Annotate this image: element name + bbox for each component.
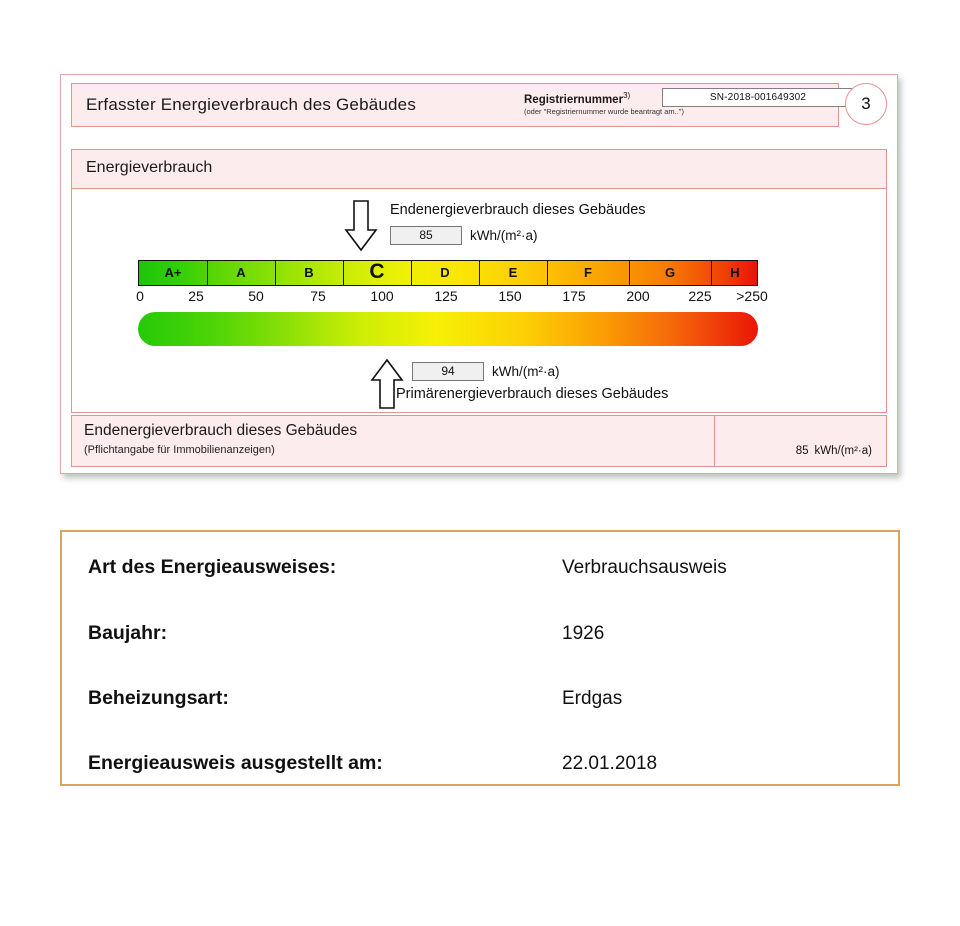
section-title: Energieverbrauch	[86, 159, 213, 176]
band-separator	[629, 261, 630, 285]
energy-scale	[136, 260, 768, 356]
scale-tick: >250	[736, 288, 768, 304]
primary-energy-value: 94	[412, 362, 484, 381]
final-energy-unit: kWh/(m²·a)	[470, 228, 538, 243]
info-label: Energieausweis ausgestellt am:	[88, 752, 383, 774]
registration-number-note: (oder "Registriernummer wurde beantragt am..")	[524, 107, 684, 116]
scale-tick: 125	[434, 288, 458, 304]
info-row	[88, 556, 878, 586]
final-energy-value: 85	[390, 226, 462, 245]
info-row	[88, 687, 878, 717]
footer-title: Endenergieverbrauch dieses Gebäudes	[84, 422, 358, 439]
info-value: 1926	[562, 623, 605, 644]
registration-footnote-marker: 3)	[623, 91, 631, 100]
energy-class-label: B	[304, 265, 314, 280]
registration-number-field	[662, 88, 852, 107]
info-value: 22.01.2018	[562, 753, 658, 774]
primary-energy-unit: kWh/(m²·a)	[492, 364, 560, 379]
footer-divider	[714, 416, 715, 466]
certificate-title: Erfasster Energieverbrauch des Gebäudes	[86, 95, 417, 114]
registration-number-value: SN-2018-001649302	[709, 92, 807, 103]
info-label: Art des Energieausweises:	[88, 556, 337, 578]
footer-subtitle: (Pflichtangabe für Immobilienanzeigen)	[84, 444, 275, 456]
energy-class-band	[138, 260, 758, 286]
band-separator	[275, 261, 276, 285]
info-value: Erdgas	[562, 688, 623, 709]
energy-class-label: F	[584, 265, 592, 280]
energy-class-label: D	[440, 265, 450, 280]
arrow-down-icon	[344, 200, 378, 252]
info-label: Beheizungsart:	[88, 687, 229, 709]
scale-tick: 150	[498, 288, 522, 304]
scale-tick: 100	[370, 288, 394, 304]
band-separator	[547, 261, 548, 285]
energy-gradient-bar	[138, 312, 758, 346]
final-energy-value-row	[390, 226, 538, 245]
energy-consumption-section	[71, 149, 887, 413]
info-label: Baujahr:	[88, 622, 168, 644]
page-number-badge	[845, 83, 887, 125]
band-separator	[711, 261, 712, 285]
energy-class-label: A+	[164, 265, 182, 280]
band-separator	[343, 261, 344, 285]
band-separator	[479, 261, 480, 285]
property-info-card	[60, 530, 900, 786]
scale-tick: 200	[626, 288, 650, 304]
info-row	[88, 622, 878, 652]
band-separator	[411, 261, 412, 285]
scale-tick: 175	[562, 288, 586, 304]
scale-tick: 25	[188, 288, 204, 304]
scale-tick: 75	[310, 288, 326, 304]
band-separator	[207, 261, 208, 285]
energy-class-label: E	[508, 265, 518, 280]
footer-value-row	[796, 445, 872, 457]
scale-tick: 225	[688, 288, 712, 304]
registration-number-label	[524, 91, 630, 106]
energy-scale-ticks	[136, 288, 768, 310]
certificate-header	[71, 83, 887, 139]
scale-tick: 0	[136, 288, 144, 304]
registration-number-label-text: Registriernummer	[524, 93, 624, 106]
final-energy-caption: Endenergieverbrauch dieses Gebäudes	[390, 202, 646, 218]
certificate-footer	[71, 415, 887, 467]
page-number-value: 3	[861, 94, 871, 113]
energy-class-label-highlighted: C	[369, 260, 385, 283]
footer-value-unit: kWh/(m²·a)	[814, 445, 872, 457]
scale-tick: 50	[248, 288, 264, 304]
info-value: Verbrauchsausweis	[562, 557, 727, 578]
energy-certificate-card	[60, 74, 898, 474]
final-energy-callout	[72, 200, 886, 260]
energy-class-label: H	[730, 265, 740, 280]
arrow-up-icon	[370, 358, 404, 410]
certificate-title-box	[71, 83, 839, 127]
energy-class-label: A	[236, 265, 246, 280]
energy-class-label: G	[664, 265, 676, 280]
info-row	[88, 752, 878, 782]
primary-energy-caption: Primärenergieverbrauch dieses Gebäudes	[396, 386, 669, 402]
footer-value-number: 85	[795, 445, 809, 457]
primary-energy-callout	[72, 358, 886, 412]
primary-energy-value-row	[412, 362, 560, 381]
